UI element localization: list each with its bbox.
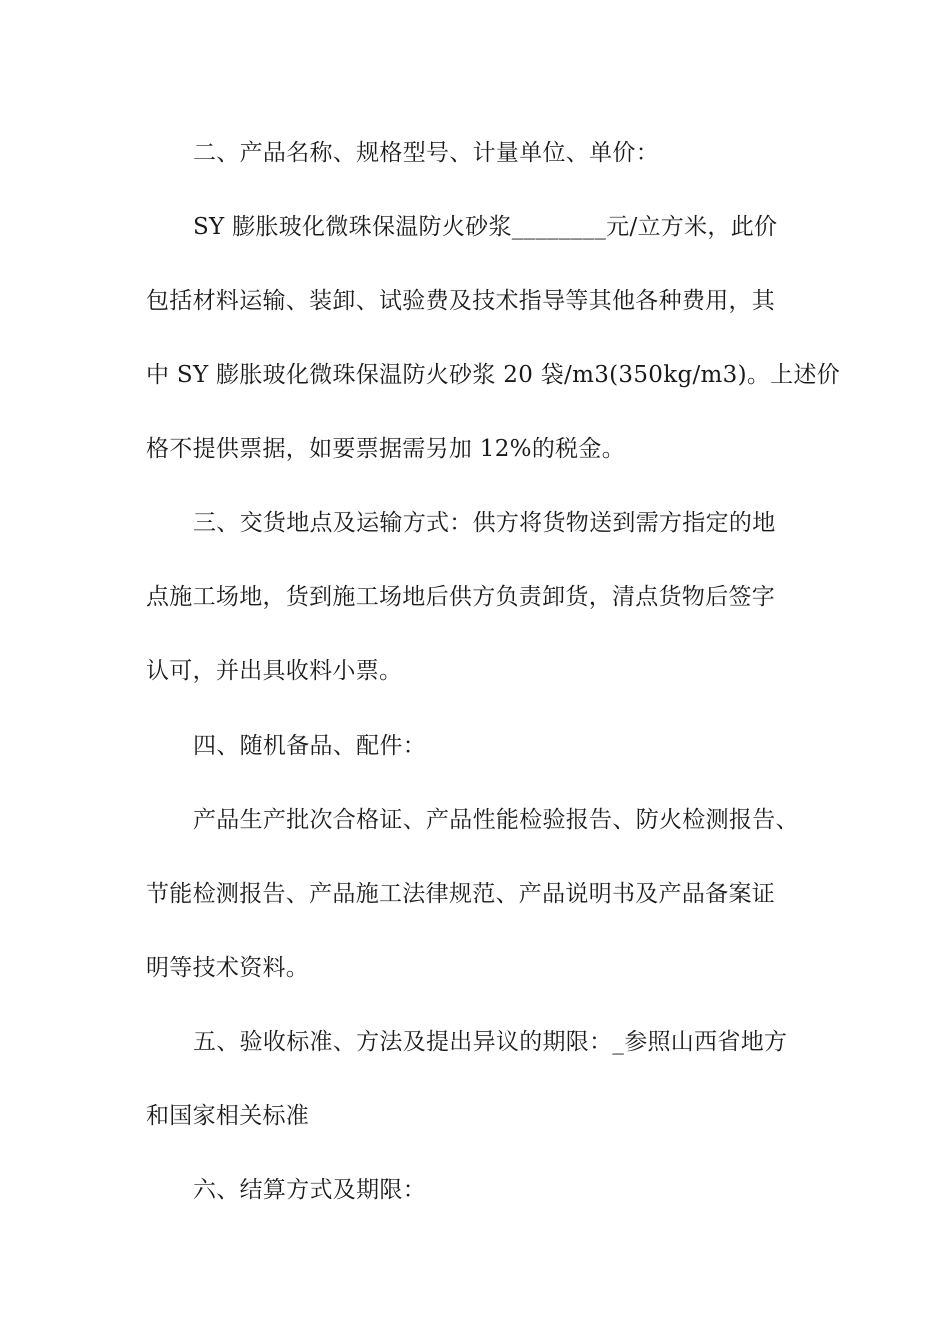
paragraph-line: SY 膨胀玻化微珠保温防火砂浆________元/立方米，此价 bbox=[193, 214, 778, 240]
section-heading-acceptance: 五、验收标准、方法及提出异议的期限：_参照山西省地方 bbox=[193, 1029, 788, 1055]
paragraph-line: 包括材料运输、装卸、试验费及技术指导等其他各种费用，其 bbox=[146, 288, 776, 314]
paragraph-line: 点施工场地，货到施工场地后供方负责卸货，清点货物后签字 bbox=[146, 584, 776, 610]
section-heading-delivery: 三、交货地点及运输方式：供方将货物送到需方指定的地 bbox=[193, 510, 776, 536]
section-heading-settlement: 六、结算方式及期限： bbox=[193, 1177, 426, 1203]
section-heading-product-price: 二、产品名称、规格型号、计量单位、单价： bbox=[193, 140, 659, 166]
section-heading-spare-parts: 四、随机备品、配件： bbox=[193, 733, 426, 759]
paragraph-line: 格不提供票据，如要票据需另加 12%的税金。 bbox=[146, 436, 626, 462]
paragraph-line: 节能检测报告、产品施工法律规范、产品说明书及产品备案证 bbox=[146, 881, 776, 907]
paragraph-line: 产品生产批次合格证、产品性能检验报告、防火检测报告、 bbox=[193, 807, 799, 833]
paragraph-line: 明等技术资料。 bbox=[146, 955, 310, 981]
paragraph-line: 认可，并出具收料小票。 bbox=[146, 658, 403, 684]
paragraph-line: 和国家相关标准 bbox=[146, 1103, 310, 1129]
paragraph-line: 中 SY 膨胀玻化微珠保温防火砂浆 20 袋/m3(350kg/m3)。上述价 bbox=[146, 362, 841, 388]
